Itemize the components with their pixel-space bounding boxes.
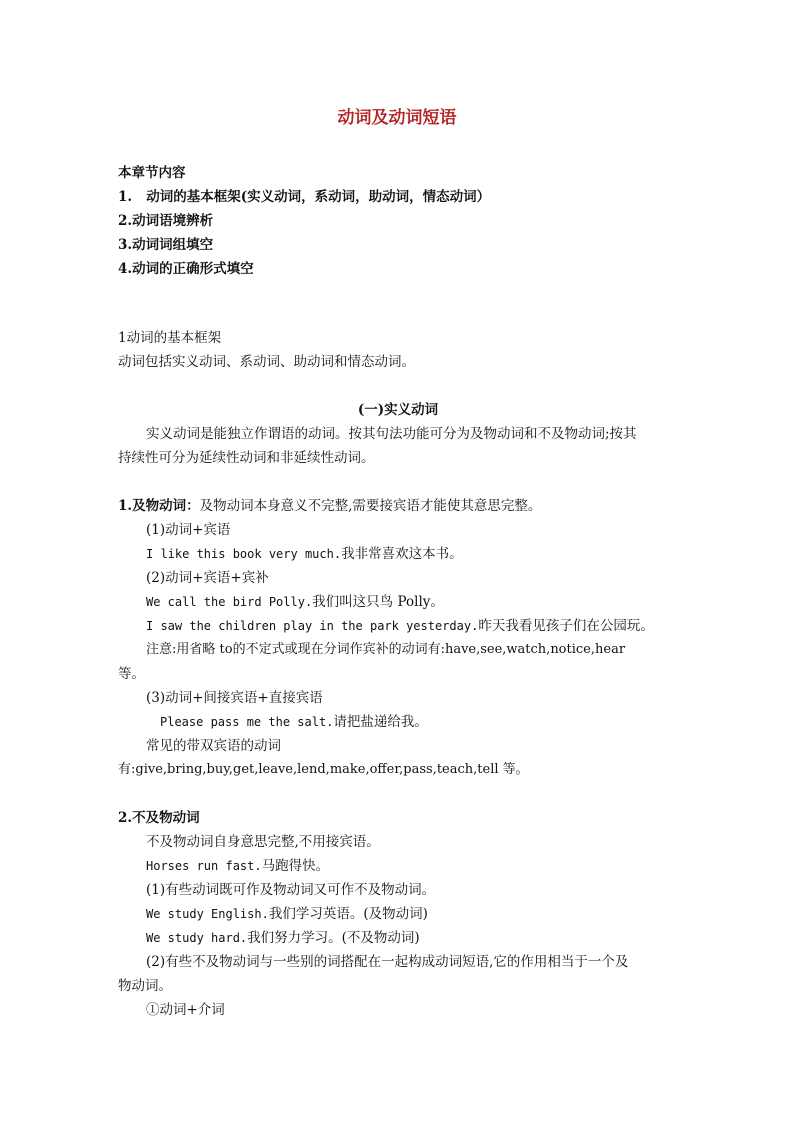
intransitive-case2-line1: (2)有些不及物动词与一些别的词搭配在一起构成动词短语,它的作用相当于一个及: [146, 954, 629, 970]
transitive-example4: [160, 712, 428, 732]
transitive-label: 1.及物动词：: [118, 498, 200, 514]
transitive-note-line2: 等。: [118, 666, 145, 682]
intransitive-example2: [146, 904, 428, 924]
example-chinese: 昨天我看见孩子们在公园玩。: [478, 618, 654, 634]
section1-intro: 动词包括实义动词、系动词、助动词和情态动词。: [118, 354, 415, 370]
example-chinese: 我们学习英语。(及物动词): [268, 906, 428, 922]
transitive-case1: (1)动词+宾语: [146, 522, 231, 538]
toc-item-2: 2.动词语境辨析: [118, 213, 214, 229]
section1-heading: 1动词的基本框架: [118, 330, 222, 346]
example-english: Horses run fast.: [146, 859, 262, 873]
intransitive-desc: 不及物动词自身意思完整,不用接宾语。: [146, 834, 380, 850]
intransitive-example3: [146, 928, 420, 948]
part1-desc-line2: 持续性可分为延续性动词和非延续性动词。: [118, 450, 375, 466]
example-english: We study English.: [146, 907, 269, 921]
example-chinese: 马跑得快。: [261, 858, 330, 874]
toc-item-4: 4.动词的正确形式填空: [118, 261, 254, 277]
part1-desc-line1: 实义动词是能独立作谓语的动词。按其句法功能可分为及物动词和不及物动词;按其: [146, 426, 637, 442]
transitive-example1: [146, 544, 463, 564]
example-english: I saw the children play in the park yesterday.: [146, 619, 479, 633]
page-title: 动词及动词短语: [337, 108, 457, 128]
example-chinese: 我们叫这只鸟 Polly。: [312, 594, 444, 610]
transitive-case2: (2)动词+宾语+宾补: [146, 570, 269, 586]
toc-item-1: 1. 动词的基本框架(实义动词，系动词，助动词，情态动词）: [118, 189, 491, 205]
intransitive-label: 2.不及物动词: [118, 810, 200, 826]
intransitive-case1: (1)有些动词既可作及物动词又可作不及物动词。: [146, 882, 436, 898]
transitive-common-label: 常见的带双宾语的动词: [146, 738, 281, 754]
transitive-common-list: 有:give,bring,buy,get,leave,lend,make,offer,pass,teach,tell 等。: [118, 762, 529, 777]
toc-heading: 本章节内容: [118, 165, 186, 181]
intransitive-sub1: ①动词+介词: [146, 1002, 225, 1018]
transitive-desc: 及物动词本身意义不完整,需要接宾语才能使其意思完整。: [199, 498, 542, 514]
toc-item-3: 3.动词词组填空: [118, 237, 214, 253]
transitive-example2: [146, 592, 444, 612]
example-english: We study hard.: [146, 931, 248, 945]
example-chinese: 请把盐递给我。: [333, 714, 428, 730]
example-chinese: 我非常喜欢这本书。: [341, 546, 463, 562]
part1-heading: (一)实义动词: [357, 402, 439, 418]
example-chinese: 我们努力学习。(不及物动词): [247, 930, 420, 946]
example-english: Please pass me the salt.: [160, 715, 334, 729]
intransitive-example1: [146, 856, 329, 876]
transitive-paragraph: [118, 496, 541, 516]
example-english: I like this book very much.: [146, 547, 342, 561]
transitive-note-line1: 注意:用省略 to的不定式或现在分词作宾补的动词有:have,see,watch,notice,hear: [146, 642, 626, 657]
example-english: We call the bird Polly.: [146, 595, 313, 609]
transitive-example3: [146, 616, 654, 636]
intransitive-case2-line2: 物动词。: [118, 978, 172, 994]
transitive-case3: (3)动词+间接宾语+直接宾语: [146, 690, 323, 706]
